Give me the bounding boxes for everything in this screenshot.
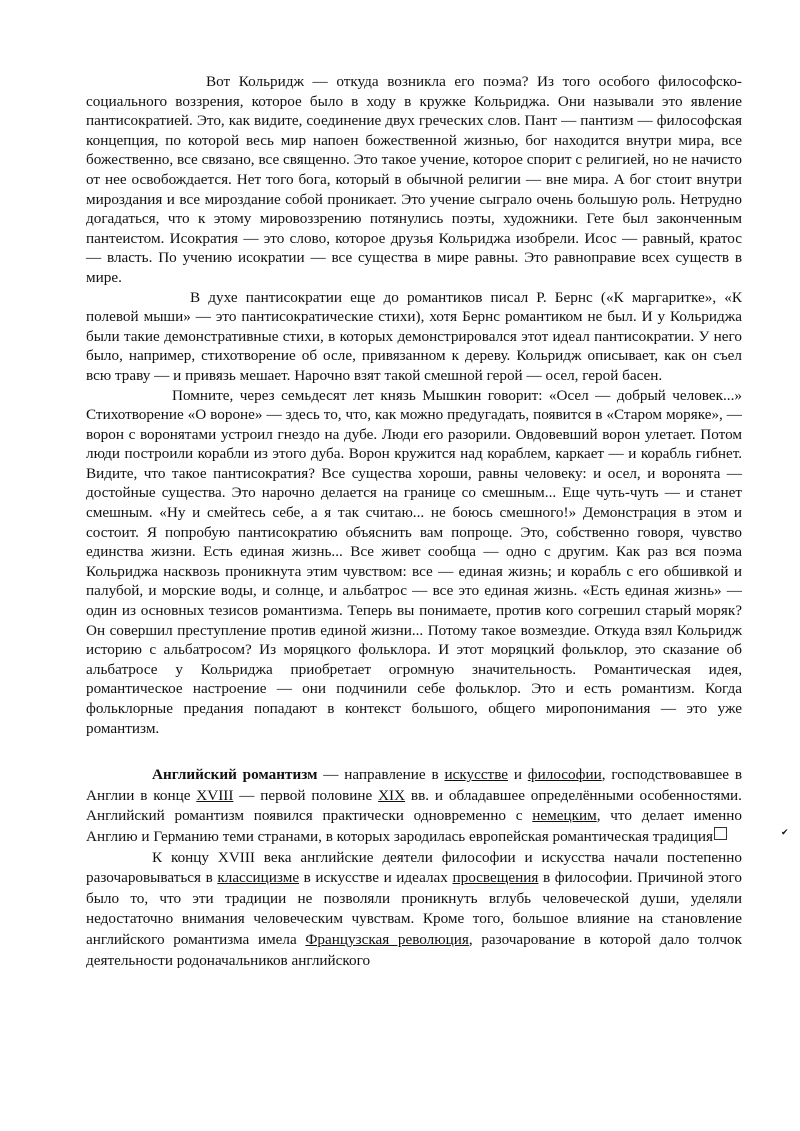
- text-fragment: в философии. Причиной этого было то, что эти традиции не позволяли проникнуть вглубь человеческой души, уделяли недостаточно внимания человеческим чувствам. Кроме того, большое влияние на становление английского романтизма имела: [86, 869, 742, 948]
- text-fragment: в искусстве и идеалах: [299, 869, 453, 887]
- text-fragment: — направление в: [317, 766, 445, 784]
- link-enlightenment[interactable]: просвещения: [452, 869, 539, 887]
- paragraph-pantisocracy-intro: Вот Кольридж — откуда возникла его поэма? Из того особого философско-социального воззрения, которое было в ходу в кружке Кольриджа. Они называли это явление пантисократией. Это, как видите, соединение двух греческих слов. Пант — пантизм — философская концепция, по которой весь мир напоен божественной жизнью, бог находится внутри мира, все божественно, все связано, все священно. Это такое учение, которое спорит с религией, но не начисто от нее освобождается. Нет того бога, который в обычной религии — вне мира. А бог стоит внутри мироздания и все мироздание собой проникает. Это учение сыграло очень большую роль. Нетрудно догадаться, что к этому мировоззрению потянулись поэты, художники. Гете был законченным пантеистом. Исократия — это слово, которое друзья Кольриджа изобрели. Исос — равный, кратос — власть. По учению исократии — все существа в мире равны. Это равноправие всех существ в мире.: [86, 73, 742, 286]
- link-german-romanticism[interactable]: немецким: [532, 807, 597, 825]
- link-art[interactable]: искусстве: [444, 766, 509, 784]
- text-fragment: вв. и обладавшее определёнными особенностями. Английский романтизм появился практически одновременно с: [86, 786, 742, 825]
- text-fragment: — первой половине: [233, 786, 379, 804]
- paragraph-classicism-disillusionment: [86, 848, 742, 972]
- english-romanticism-section: [86, 765, 789, 971]
- text-fragment: и: [508, 766, 528, 784]
- link-19th-century[interactable]: XIX: [378, 786, 406, 804]
- text-fragment: , разочарование в которой дало толчок деятельности родоначальников английского: [86, 931, 743, 969]
- text-fragment: , что делает именно Англию и Германию теми странами, в которых зародилась европейская романтическая традиция: [86, 807, 742, 846]
- text-fragment: , господствовавшее в Англии в конце: [86, 766, 742, 804]
- link-french-revolution[interactable]: Французская революция: [305, 931, 469, 948]
- paragraph-burns: В духе пантисократии еще до романтиков писал Р. Бернс («К маргаритке», «К полевой мыши» — это пантисократические стихи), хотя Бернс романтиком не был. И у Кольриджа были такие демонстративные стихи, в которых демонстрировался этот идеал пантисократии. У него было, например, стихотворение об осле, привязанном к дереву. Кольридж описывает, как он съел всю траву — и привязь мешает. Нарочно взят такой смешной герой — осел, герой басен.: [86, 288, 742, 384]
- paragraph-english-romanticism-definition: [86, 765, 789, 847]
- paragraph-single-life: Помните, через семьдесят лет князь Мышкин говорит: «Осел — добрый человек...» Стихотворение «О вороне» — здесь то, что, как можно предугадать, появится в «Старом моряке», — ворон с воронятами устроил гнездо на дубе. Люди его разорили. Овдовевший ворон улетает. Потом люди построили корабли из этого дуба. Ворон кружится над кораблем, каркает — и корабль гибнет. Видите, что такое пантисократия? Все существа хороши, равны человеку: и осел, и воронята — достойные существа. Это нарочно делается на границе со смешным... Еще чуть-чуть — и станет смешным. «Ну и смейтесь себе, а я так считаю... не боюсь смешного!» Демонстрация в этом и состоит. Я попробую пантисократию объяснить вам попроще. Это, собственно говоря, чувство единства жизни. Есть единая жизнь... Все живет сообща — одно с другим. Как раз вся поэма Кольриджа насквозь проникнута этим чувством: все — единая жизнь; и корабль с его обшивкой и палубой, и морские воды, и солнце, и альбатрос — все это единая жизнь. «Есть единая жизнь» — один из основных тезисов романтизма. Теперь вы понимаете, против кого согрешил старый моряк? Он совершил преступление против единой жизни... Потому такое возмездие. Откуда взял Кольридж историю с альбатросом? Из моряцкого фольклора. И этот моряцкий фольклор, это сказание об альбатросе у Кольриджа приобретает огромную значительность. Романтическая идея, романтическое настроение — они подчинили себе фольклор. Это и есть романтизм. Когда фольклорные предания попадают в контекст большого, общего миропонимания — это уже романтизм.: [86, 386, 742, 737]
- term-english-romanticism: Английский романтизм: [152, 766, 318, 784]
- link-18th-century[interactable]: XVIII: [196, 786, 234, 804]
- link-classicism[interactable]: классицизме: [217, 869, 300, 887]
- checkmark-icon: ✔: [714, 827, 727, 840]
- link-philosophy[interactable]: философии: [527, 766, 602, 784]
- text-fragment: К концу XVIII века английские деятели философии и искусства начали постепенно разочаровываться в: [86, 848, 742, 887]
